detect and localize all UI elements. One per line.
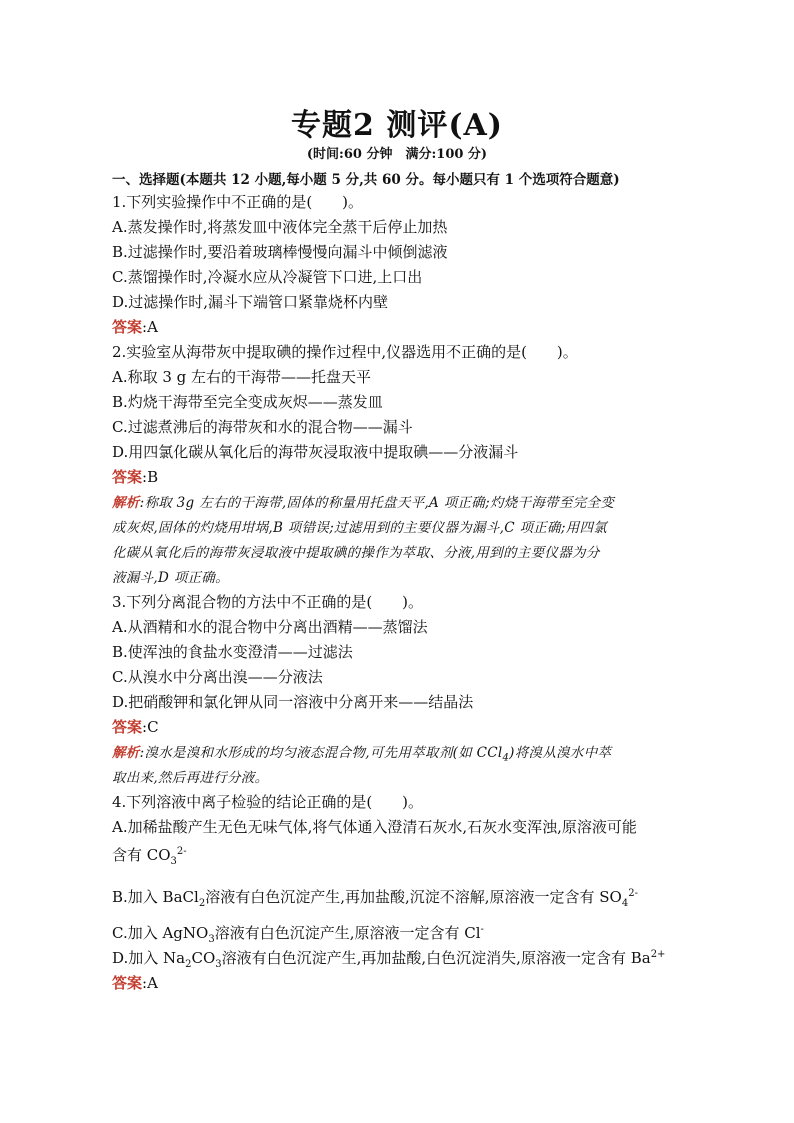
subscript: 3 bbox=[215, 959, 222, 970]
option-text: 溶液有白色沉淀产生,原溶液一定含有 Cl bbox=[214, 924, 481, 942]
question-2-option-b: B.灼烧干海带至完全变成灰烬——蒸发皿 bbox=[112, 393, 383, 411]
question-3-stem: 3.下列分离混合物的方法中不正确的是( )。 bbox=[112, 593, 424, 611]
answer-value: :A bbox=[142, 974, 158, 992]
answer-label: 答案 bbox=[112, 468, 143, 486]
question-4-stem: 4.下列溶液中离子检验的结论正确的是( )。 bbox=[112, 793, 424, 811]
question-4-option-b bbox=[112, 886, 638, 909]
subscript: 2 bbox=[185, 959, 192, 970]
option-text: B.加入 BaCl bbox=[112, 888, 199, 906]
page-title: 专题2 测评(A) bbox=[291, 108, 503, 143]
explanation-label: 解析 bbox=[112, 495, 140, 511]
subscript: 4 bbox=[502, 752, 510, 764]
explanation-text: :溴水是溴和水形成的均匀液态混合物,可先用萃取剂(如 CCl bbox=[139, 745, 503, 761]
question-4-option-d bbox=[112, 947, 665, 970]
subscript: 3 bbox=[170, 856, 177, 867]
question-2-explanation-line-4: 液漏斗,D 项正确。 bbox=[112, 570, 229, 586]
answer-label: 答案 bbox=[112, 718, 143, 736]
question-3-option-a: A.从酒精和水的混合物中分离出酒精——蒸馏法 bbox=[112, 618, 428, 636]
question-4-option-a-line-2 bbox=[112, 844, 187, 867]
question-2-option-a: A.称取 3 g 左右的干海带——托盘天平 bbox=[112, 368, 372, 386]
question-2-answer bbox=[112, 466, 158, 487]
explanation-label: 解析 bbox=[112, 745, 140, 761]
answer-value: :C bbox=[142, 718, 159, 736]
question-3-explanation-line-1 bbox=[112, 741, 611, 764]
subscript: 2 bbox=[198, 898, 206, 909]
answer-value: :B bbox=[142, 468, 159, 486]
question-1-option-d: D.过滤操作时,漏斗下端管口紧靠烧杯内壁 bbox=[112, 293, 389, 311]
question-1-option-a: A.蒸发操作时,将蒸发皿中液体完全蒸干后停止加热 bbox=[112, 218, 448, 236]
question-1-option-c: C.蒸馏操作时,冷凝水应从冷凝管下口进,上口出 bbox=[112, 268, 423, 286]
question-2-stem: 2.实验室从海带灰中提取碘的操作过程中,仪器选用不正确的是( )。 bbox=[112, 343, 578, 361]
question-2-explanation-line-2: 成灰烬,固体的灼烧用坩埚,B 项错误;过滤用到的主要仪器为漏斗,C 项正确;用四氯 bbox=[112, 520, 608, 536]
question-1-option-b: B.过滤操作时,要沿着玻璃棒慢慢向漏斗中倾倒滤液 bbox=[112, 243, 448, 261]
option-text: 溶液有白色沉淀产生,再加盐酸,沉淀不溶解,原溶液一定含有 SO bbox=[205, 888, 622, 906]
answer-label: 答案 bbox=[112, 974, 143, 992]
question-1-answer bbox=[112, 316, 158, 337]
explanation-text: )将溴从溴水中萃 bbox=[509, 745, 612, 761]
question-2-explanation-line-1 bbox=[112, 491, 614, 511]
option-text: C.加入 AgNO bbox=[112, 924, 209, 942]
exam-time-info: (时间:60 分钟 满分:100 分) bbox=[306, 147, 488, 162]
explanation-text: :称取 3g 左右的干海带,固体的称量用托盘天平,A 项正确;灼烧干海带至完全变 bbox=[139, 495, 615, 511]
answer-label: 答案 bbox=[112, 318, 143, 336]
question-2-option-d: D.用四氯化碳从氧化后的海带灰浸取液中提取碘——分液漏斗 bbox=[112, 443, 519, 461]
superscript: - bbox=[480, 924, 484, 935]
question-4-option-a-line-1: A.加稀盐酸产生无色无味气体,将气体通入澄清石灰水,石灰水变浑浊,原溶液可能 bbox=[112, 818, 637, 836]
superscript: 2- bbox=[628, 888, 638, 899]
subscript: 3 bbox=[208, 934, 215, 945]
question-1-stem: 1.下列实验操作中不正确的是( )。 bbox=[112, 193, 364, 211]
question-2-option-c: C.过滤煮沸后的海带灰和水的混合物——漏斗 bbox=[112, 418, 413, 436]
subscript: 4 bbox=[621, 898, 629, 909]
option-text: 溶液有白色沉淀产生,再加盐酸,白色沉淀消失,原溶液一定含有 Ba bbox=[221, 949, 651, 967]
question-4-answer bbox=[112, 972, 158, 993]
question-2-explanation-line-3: 化碳从氧化后的海带灰浸取液中提取碘的操作为萃取、分液,用到的主要仪器为分 bbox=[112, 545, 600, 561]
question-3-explanation-line-2: 取出来,然后再进行分液。 bbox=[112, 770, 269, 786]
option-text: 含有 CO bbox=[112, 846, 171, 864]
option-text: D.加入 Na bbox=[112, 949, 186, 967]
question-4-option-c bbox=[112, 922, 484, 945]
answer-value: :A bbox=[142, 318, 158, 336]
option-text: CO bbox=[191, 949, 216, 967]
question-3-answer bbox=[112, 716, 159, 737]
question-3-option-c: C.从溴水中分离出溴——分液法 bbox=[112, 668, 323, 686]
superscript: 2- bbox=[176, 846, 187, 857]
superscript: 2+ bbox=[650, 949, 666, 960]
question-3-option-d: D.把硝酸钾和氯化钾从同一溶液中分离开来——结晶法 bbox=[112, 693, 474, 711]
section-heading: 一、选择题(本题共 12 小题,每小题 5 分,共 60 分。每小题只有 1 个选项符合题意) bbox=[112, 172, 620, 188]
question-3-option-b: B.使浑浊的食盐水变澄清——过滤法 bbox=[112, 643, 353, 661]
